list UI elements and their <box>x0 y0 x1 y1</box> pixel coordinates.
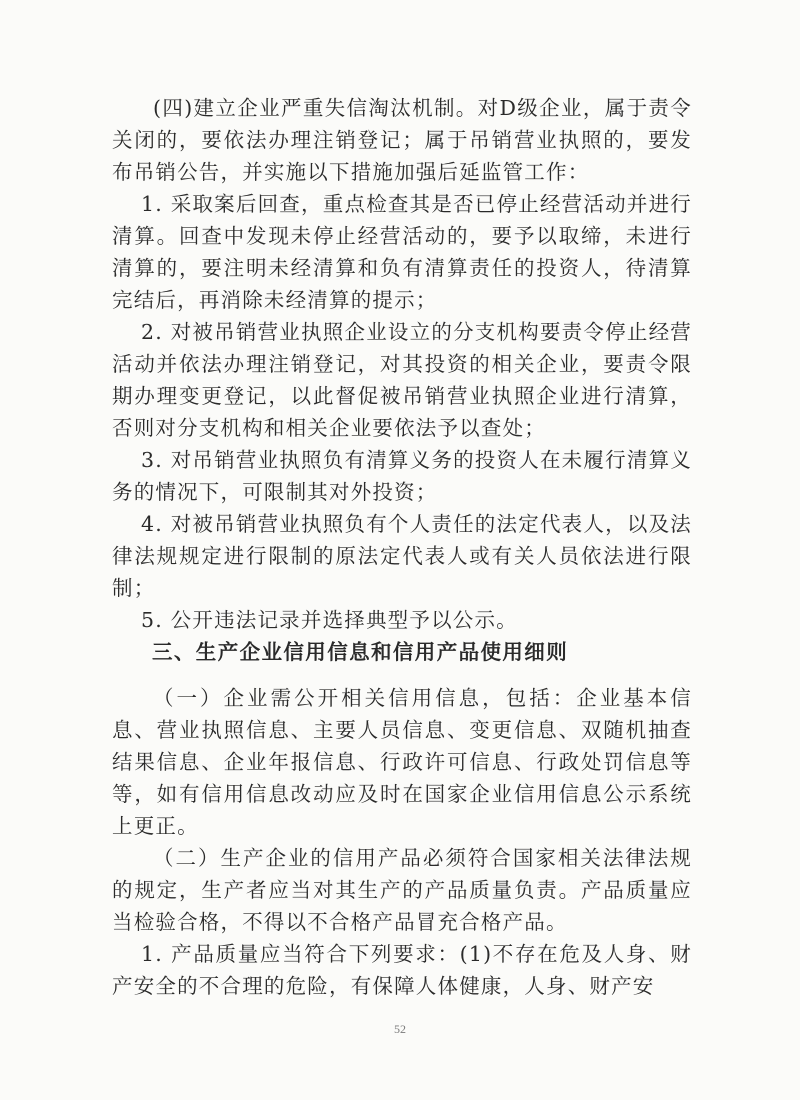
list-item-5: 5. 公开违法记录并选择典型予以公示。 <box>141 608 518 632</box>
list-item-3: 3. 对吊销营业执照负有清算义务的投资人在未履行清算义务的情况下，可限制其对外投资； <box>112 448 692 504</box>
list-item-1: 1. 采取案后回查，重点检查其是否已停止经营活动并进行清算。回查中发现未停止经营活动的，要予以取缔，未进行清算的，要注明未经清算和负有清算责任的投资人，待清算完结后，再消除未经清算的提示； <box>112 192 692 312</box>
page-number: 52 <box>394 1022 406 1036</box>
section-heading: 三、生产企业信用信息和信用产品使用细则 <box>152 640 569 664</box>
paragraph-credit-products: （二）生产企业的信用产品必须符合国家相关法律法规的规定，生产者应当对其生产的产品质量负责。产品质量应当检验合格，不得以不合格产品冒充合格产品。 <box>112 846 692 934</box>
list-item-quality-requirements: 1. 产品质量应当符合下列要求：(1)不存在危及人身、财产安全的不合理的危险，有保障人体健康，人身、财产安 <box>112 942 692 998</box>
paragraph-d-level-mechanism: (四)建立企业严重失信淘汰机制。对D级企业，属于责令关闭的，要依法办理注销登记；属于吊销营业执照的，要发布吊销公告，并实施以下措施加强后延监管工作： <box>112 96 692 184</box>
paragraph-public-credit-info: （一）企业需公开相关信用信息，包括：企业基本信息、营业执照信息、主要人员信息、变更信息、双随机抽查结果信息、企业年报信息、行政许可信息、行政处罚信息等等，如有信用信息改动应及时在国家企业信用信息公示系统上更正。 <box>112 686 692 838</box>
list-item-4: 4. 对被吊销营业执照负有个人责任的法定代表人，以及法律法规规定进行限制的原法定代表人或有关人员依法进行限制； <box>112 512 692 600</box>
list-item-2: 2. 对被吊销营业执照企业设立的分支机构要责令停止经营活动并依法办理注销登记，对其投资的相关企业，要责令限期办理变更登记，以此督促被吊销营业执照企业进行清算，否则对分支机构和相关企业要依法予以查处； <box>112 320 692 440</box>
